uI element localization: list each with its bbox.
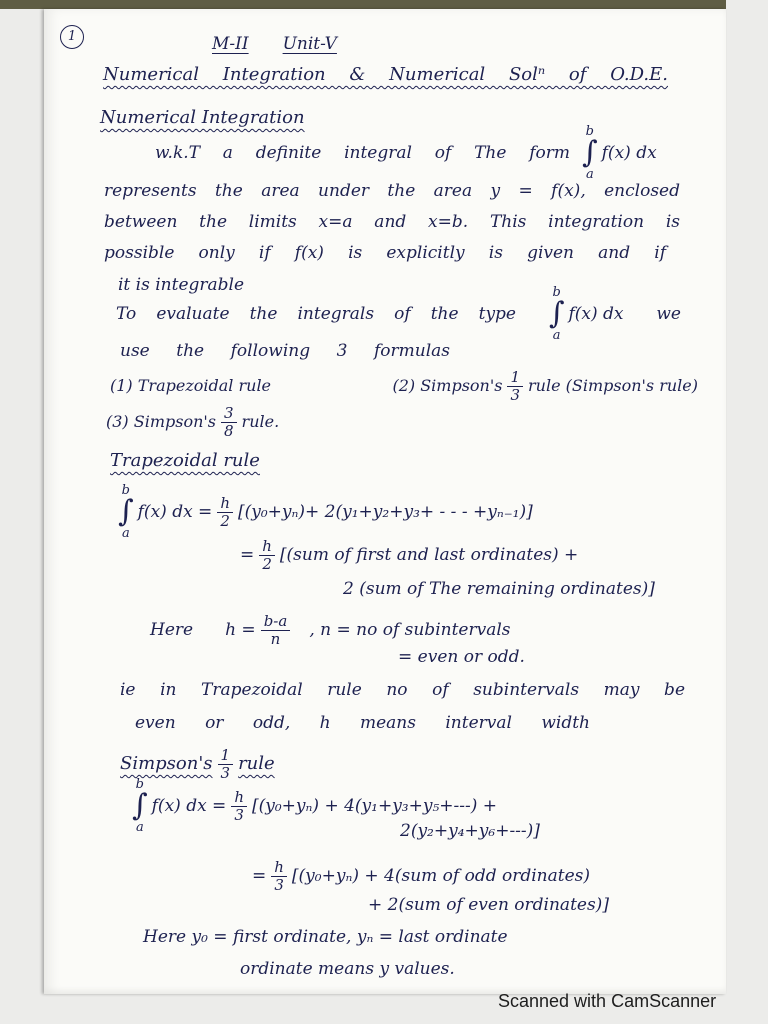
- fraction: [218, 747, 234, 782]
- rule-item-trapezoidal: (1) Trapezoidal rule: [110, 376, 272, 395]
- formulas-intro: [120, 340, 450, 362]
- fraction-denominator: 2: [262, 554, 272, 573]
- equals-sign: =: [240, 545, 255, 565]
- paragraph-line: it is integrable: [118, 275, 245, 295]
- fraction: [507, 369, 523, 404]
- fraction-numerator: h: [259, 538, 275, 556]
- integral-symbol: ∫: [132, 788, 148, 823]
- fraction: [221, 405, 237, 440]
- scanner-watermark: Scanned with CamScanner: [498, 991, 717, 1011]
- note-line: [135, 712, 590, 734]
- page-title: [103, 64, 668, 86]
- definition-line: [155, 124, 657, 182]
- unit-label: Unit-V: [282, 34, 337, 54]
- lower-limit: a: [135, 820, 144, 835]
- integral-symbol: ∫: [118, 494, 134, 529]
- restated-text: [(sum of first and last ordinates) +: [279, 545, 579, 565]
- fraction-numerator: 1: [218, 747, 234, 765]
- evaluate-integral-sign: [549, 286, 565, 342]
- integral-symbol: ∫: [582, 135, 598, 170]
- module-label: M-II: [212, 34, 249, 54]
- fraction: [271, 859, 287, 894]
- upper-limit: b: [585, 124, 594, 139]
- rule-item-suffix: rule.: [241, 412, 280, 431]
- upper-limit: b: [552, 285, 561, 300]
- section-heading-trapezoidal-rule: Trapezoidal rule: [110, 450, 260, 471]
- page-header: [212, 33, 337, 55]
- fraction: [261, 613, 291, 648]
- simpsons-restated-line-2: + 2(sum of even ordinates)]: [368, 895, 609, 915]
- integrand: f(x) dx =: [151, 796, 227, 816]
- here-label: Here: [150, 620, 194, 640]
- equals-sign: =: [252, 866, 267, 886]
- formula-integral-sign: [132, 778, 148, 834]
- note-line-text: ie in Trapezoidal rule no of subintervals may be: [120, 680, 685, 700]
- rule-item-suffix: rule (Simpson's rule): [528, 376, 698, 395]
- lower-limit: a: [552, 328, 561, 343]
- restated-text: [(y₀+yₙ) + 4(sum of odd ordinates): [291, 866, 591, 886]
- integral-symbol: ∫: [548, 296, 565, 331]
- scan-edge-strip: [0, 0, 726, 9]
- fraction: [259, 538, 275, 573]
- fraction-denominator: 3: [274, 875, 284, 894]
- paragraph-line-text: possible only if f(x) is explicitly is given and if: [104, 243, 666, 263]
- fraction-numerator: 3: [221, 405, 237, 423]
- fraction-denominator: 3: [510, 385, 521, 404]
- fraction-numerator: h: [271, 859, 287, 877]
- rules-list-line-1: [110, 368, 698, 404]
- lower-limit: a: [585, 167, 594, 182]
- trapezoidal-restated-line-1: [240, 536, 578, 574]
- trapezoidal-formula: [118, 484, 533, 540]
- note-line: [120, 679, 685, 701]
- interval-width-line: [150, 610, 511, 650]
- rules-list-line-2: [106, 404, 279, 440]
- even-or-odd-line: = even or odd.: [398, 647, 525, 667]
- page-title-text: Numerical Integration & Numerical Solⁿ of O.D.E.: [103, 64, 668, 85]
- fraction-denominator: 3: [220, 763, 231, 782]
- integrand: f(x) dx: [568, 304, 624, 324]
- formula-rhs: [(y₀+yₙ) + 4(y₁+y₃+y₅+---) +: [251, 796, 498, 816]
- upper-limit: b: [135, 777, 144, 792]
- h-equals: h =: [225, 620, 256, 640]
- rule-item-simpsons-one-third: [392, 369, 698, 404]
- formulas-intro-text: use the following 3 formulas: [120, 341, 450, 361]
- paragraph-line-text: between the limits x=a and x=b. This integration is: [104, 212, 680, 232]
- trapezoidal-restated-line-2: 2 (sum of The remaining ordinates)]: [343, 579, 655, 599]
- paragraph-line: [104, 211, 680, 233]
- fraction: [217, 495, 233, 530]
- formula-rhs: [(y₀+yₙ)+ 2(y₁+y₂+y₃+ - - - +yₙ₋₁)]: [237, 502, 533, 522]
- formula-integral-sign: [118, 484, 134, 540]
- simpsons-formula-continued: 2(y₂+y₄+y₆+---)]: [400, 821, 540, 841]
- integrand: f(x) dx: [601, 143, 657, 163]
- fraction-denominator: 8: [224, 421, 234, 440]
- fraction: [231, 789, 247, 824]
- fraction-numerator: h: [231, 789, 247, 807]
- evaluate-text-end: we: [656, 304, 681, 324]
- fraction-numerator: b-a: [261, 613, 291, 631]
- fraction-denominator: n: [270, 629, 281, 648]
- heading-suffix: rule: [238, 753, 275, 774]
- evaluate-text: To evaluate the integrals of the type: [116, 304, 516, 324]
- fraction-denominator: 2: [220, 511, 230, 530]
- section-heading-numerical-integration: Numerical Integration: [100, 107, 305, 128]
- fraction-numerator: 1: [507, 369, 523, 387]
- evaluate-integral: [549, 286, 624, 342]
- fraction-denominator: 3: [234, 805, 244, 824]
- subintervals-text: , n = no of subintervals: [309, 620, 511, 640]
- definition-integral-sign: [582, 125, 598, 181]
- integrand: f(x) dx =: [137, 502, 213, 522]
- page-number: 1: [60, 25, 84, 49]
- note-line: ordinate means y values.: [240, 959, 455, 979]
- heading-prefix: Simpson's: [120, 753, 213, 774]
- paragraph-line: [104, 242, 666, 264]
- upper-limit: b: [121, 483, 130, 498]
- lower-limit: a: [121, 526, 130, 541]
- simpsons-restated-line-1: [252, 856, 590, 896]
- paragraph-line-text: represents the area under the area y = f(x), enclosed: [104, 181, 680, 201]
- definition-text: w.k.T a definite integral of The form: [155, 143, 570, 163]
- fraction-numerator: h: [217, 495, 233, 513]
- paragraph-line: [104, 180, 680, 202]
- note-line: Here y₀ = first ordinate, yₙ = last ordinate: [143, 927, 508, 947]
- rule-item-prefix: (2) Simpson's: [392, 376, 503, 395]
- note-line-text: even or odd, h means interval width: [135, 713, 590, 733]
- rule-item-prefix: (3) Simpson's: [106, 412, 216, 431]
